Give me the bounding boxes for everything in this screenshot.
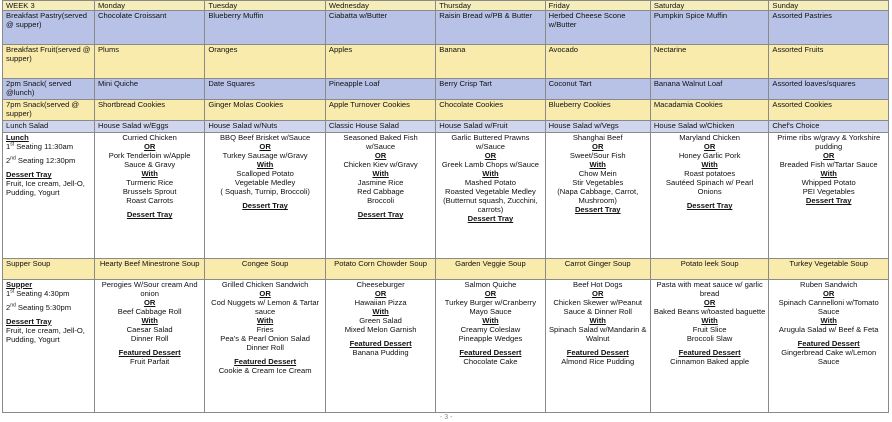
menu-item: Chicken Skewer w/Peanut Sauce & Dinner Roll [553, 297, 643, 316]
menu-item: Shanghai Beef [572, 133, 623, 143]
menu-item: Prime ribs w/gravy & Yorkshire pudding [777, 133, 881, 152]
dessert-heading: Featured Dessert [797, 338, 860, 348]
supper-row [3, 279, 889, 412]
seating-number: 2 [6, 156, 11, 166]
menu-item: Mixed Melon Garnish [344, 324, 417, 334]
supper-soup-item: Potato leek Soup [650, 259, 769, 279]
day-header-monday: Monday [94, 1, 204, 11]
lunch-info-cell [3, 133, 95, 259]
supper-soup-row [3, 259, 889, 279]
supper-info-cell [3, 279, 95, 412]
menu-item: Red Cabbage [357, 187, 405, 197]
breakfast-pastry-item: Blueberry Muffin [205, 11, 326, 45]
snack-2pm-item: Banana Walnut Loaf [650, 78, 769, 100]
menu-item: Almond Rice Pudding [561, 356, 635, 366]
or-divider: OR [703, 142, 716, 152]
menu-item: PEI Vegetables [802, 187, 855, 197]
seating-time: Seating 4:30pm [14, 288, 70, 298]
menu-item: Ruben Sandwich [799, 279, 858, 289]
or-divider: OR [374, 151, 387, 161]
supper-soup-item: Potato Corn Chowder Soup [325, 259, 435, 279]
menu-item: Chocolate Cake [463, 356, 518, 366]
or-divider: OR [143, 297, 156, 307]
with-divider: With [372, 169, 389, 179]
lunch-day-cell [325, 133, 435, 259]
menu-item: Garlic Buttered Prawns w/Sauce [451, 133, 530, 152]
with-divider: With [589, 315, 606, 325]
snack-7pm-row [3, 100, 889, 120]
menu-item: Banana Pudding [352, 347, 409, 357]
seating-time: Seating 12:30pm [15, 156, 76, 166]
supper-seating-2 [6, 303, 91, 312]
menu-item: Sautéed Spinach w/ Pearl Onions [665, 178, 754, 197]
day-header-wednesday: Wednesday [325, 1, 435, 11]
with-divider: With [141, 315, 158, 325]
snack-7pm-item: Macadamia Cookies [650, 100, 769, 120]
supper-soup-item: Garden Veggie Soup [436, 259, 545, 279]
snack-2pm-item: Mini Quiche [94, 78, 204, 100]
or-divider: OR [259, 288, 271, 298]
supper-day-cell [769, 279, 889, 412]
lunch-salad-item: House Salad w/Fruit [436, 120, 545, 132]
or-divider: OR [823, 151, 835, 161]
seating-time: Seating 5:30pm [15, 302, 72, 312]
snack-2pm-item: Assorted loaves/squares [769, 78, 889, 100]
or-divider: OR [592, 288, 604, 298]
supper-day-cell [650, 279, 769, 412]
weekly-menu-table [2, 0, 889, 413]
menu-item: Chicken Kiev w/Gravy [343, 160, 418, 170]
lunch-seating-1 [6, 142, 91, 151]
menu-item: Brussels Sprout [122, 187, 177, 197]
lunch-salad-item: House Salad w/Vegs [545, 120, 650, 132]
lunch-salad-row [3, 120, 889, 132]
menu-item: Arugula Salad w/ Beef & Feta [778, 324, 879, 334]
menu-item: Fruit Parfait [130, 356, 170, 366]
menu-item: Roast potatoes [684, 169, 736, 179]
breakfast-pastry-item: Assorted Pastries [769, 11, 889, 45]
dessert-heading: Dessert Tray [805, 196, 852, 206]
menu-item: Grilled Chicken Sandwich [221, 279, 309, 289]
menu-item: Chow Mein [578, 169, 617, 179]
or-divider: OR [703, 297, 716, 307]
menu-item: Spinach Salad w/Mandarin & Walnut [548, 324, 647, 343]
menu-item: Curried Chicken [122, 133, 177, 143]
menu-item: Broccoli [367, 196, 395, 206]
menu-item: Maryland Chicken [679, 133, 741, 143]
dessert-heading: Dessert Tray [357, 210, 404, 220]
menu-item: (Butternut squash, Zucchini, carrots) [443, 196, 538, 215]
breakfast-fruit-row [3, 45, 889, 79]
seating-suffix: nd [10, 302, 16, 309]
with-divider: With [256, 160, 274, 170]
menu-item: Roasted Vegetable Medley [445, 187, 536, 197]
dessert-heading: Featured Dessert [349, 338, 412, 348]
menu-item: Seasoned Baked Fish w/Sauce [343, 133, 418, 152]
lunch-dessert-items: Fruit, Ice cream, Jell-O, Pudding, Yogurt [6, 179, 85, 198]
snack-2pm-row [3, 78, 889, 100]
menu-item: Whipped Potato [801, 178, 856, 188]
snack-7pm-item: Chocolate Cookies [436, 100, 545, 120]
lunch-salad-item: House Salad w/Eggs [94, 120, 204, 132]
seating-time: Seating 11:30am [14, 142, 74, 152]
with-divider: With [701, 315, 718, 325]
snack-7pm-item: Apple Turnover Cookies [325, 100, 435, 120]
lunch-dessert-title: Dessert Tray [6, 170, 52, 180]
day-header-sunday: Sunday [769, 1, 889, 11]
dessert-heading: Featured Dessert [678, 347, 741, 357]
lunch-day-cell [205, 133, 326, 259]
supper-title: Supper [6, 279, 33, 289]
menu-item: Roast Carrots [126, 196, 174, 206]
supper-soup-label: Supper Soup [3, 259, 95, 279]
page-number: - 3 - [440, 414, 453, 421]
supper-soup-item: Hearty Beef Minestrone Soup [94, 259, 204, 279]
menu-item: ( Squash, Turnip, Broccoli) [220, 187, 310, 197]
menu-item: Turmeric Rice [126, 178, 174, 188]
seating-suffix: st [10, 288, 15, 295]
menu-item: Mashed Potato [464, 178, 516, 188]
menu-item: Broccoli Slaw [686, 333, 733, 343]
snack-7pm-item: Assorted Cookies [769, 100, 889, 120]
lunch-salad-item: House Salad w/Chicken [650, 120, 769, 132]
menu-item: Perogies W/Sour cream And onion [101, 279, 198, 298]
menu-item: Gingerbread Cake w/Lemon Sauce [781, 347, 877, 366]
dessert-heading: Dessert Tray [574, 205, 621, 215]
lunch-day-cell [545, 133, 650, 259]
day-header-saturday: Saturday [650, 1, 769, 11]
seating-number: 1 [6, 142, 11, 152]
breakfast-fruit-item: Oranges [205, 45, 326, 79]
breakfast-fruit-label: Breakfast Fruit(served @ supper) [3, 45, 95, 79]
dessert-heading: Dessert Tray [467, 214, 514, 224]
menu-item: Baked Beans w/toasted baguette [653, 306, 766, 316]
menu-item: Hawaiian Pizza [354, 297, 407, 307]
day-header-thursday: Thursday [436, 1, 545, 11]
snack-2pm-item: Date Squares [205, 78, 326, 100]
or-divider: OR [484, 288, 497, 298]
menu-item: Stir Vegetables [572, 178, 624, 188]
breakfast-fruit-item: Nectarine [650, 45, 769, 79]
menu-item: Pork Tenderloin w/Apple Sauce & Gravy [108, 151, 191, 170]
menu-item: Honey Garlic Pork [678, 151, 741, 161]
breakfast-fruit-item: Avocado [545, 45, 650, 79]
dessert-heading: Featured Dessert [566, 347, 629, 357]
breakfast-fruit-item: Apples [325, 45, 435, 79]
menu-item: BBQ Beef Brisket w/Sauce [219, 133, 311, 143]
menu-item: Turkey Burger w/Cranberry Mayo Sauce [444, 297, 537, 316]
supper-soup-item: Carrot Ginger Soup [545, 259, 650, 279]
supper-day-cell [436, 279, 545, 412]
supper-seating-1 [6, 289, 91, 298]
menu-item: Vegetable Medley [234, 178, 296, 188]
supper-dessert-title: Dessert Tray [6, 316, 52, 326]
snack-7pm-item: Ginger Molas Cookies [205, 100, 326, 120]
menu-item: Greek Lamb Chops w/Sauce [441, 160, 539, 170]
lunch-salad-item: House Salad w/Nuts [205, 120, 326, 132]
menu-item: Green Salad [359, 315, 402, 325]
seating-number: 2 [6, 302, 11, 312]
snack-7pm-item: Blueberry Cookies [545, 100, 650, 120]
or-divider: OR [484, 151, 497, 161]
lunch-salad-item: Chef's Choice [769, 120, 889, 132]
menu-item: Dinner Roll [130, 333, 169, 343]
breakfast-pastry-item: Ciabatta w/Butter [325, 11, 435, 45]
lunch-title: Lunch [6, 133, 29, 143]
menu-item: Turkey Sausage w/Gravy [222, 151, 308, 161]
or-divider: OR [143, 142, 156, 152]
menu-item: Salmon Quiche [464, 279, 517, 289]
with-divider: With [820, 315, 837, 325]
supper-soup-item: Congee Soup [205, 259, 326, 279]
lunch-row [3, 133, 889, 259]
menu-item: Cinnamon Baked apple [670, 356, 750, 366]
snack-2pm-label: 2pm Snack( served @lunch) [3, 78, 95, 100]
lunch-seating-2 [6, 156, 91, 165]
menu-item: Beef Cabbage Roll [117, 306, 182, 316]
header-row [3, 1, 889, 11]
snack-7pm-item: Shortbread Cookies [94, 100, 204, 120]
snack-2pm-item: Pineapple Loaf [325, 78, 435, 100]
dessert-heading: Featured Dessert [118, 347, 181, 357]
or-divider: OR [592, 142, 604, 152]
supper-soup-item: Turkey Vegetable Soup [769, 259, 889, 279]
lunch-day-cell [436, 133, 545, 259]
with-divider: With [372, 306, 389, 316]
with-divider: With [589, 160, 606, 170]
seating-suffix: st [10, 141, 15, 148]
or-divider: OR [259, 142, 271, 152]
menu-item: Fruit Slice [692, 324, 727, 334]
menu-item: Spinach Cannelloni w/Tomato Sauce [778, 297, 879, 316]
menu-item: Creamy Coleslaw [460, 324, 521, 334]
breakfast-pastry-item: Herbed Cheese Scone w/Butter [545, 11, 650, 45]
with-divider: With [701, 160, 718, 170]
menu-item: Pasta with meat sauce w/ garlic bread [656, 279, 763, 298]
menu-item: (Napa Cabbage, Carrot, Mushroom) [557, 187, 639, 206]
dessert-heading: Dessert Tray [686, 201, 733, 211]
menu-item: Cod Nuggets w/ Lemon & Tartar sauce [211, 297, 320, 316]
breakfast-pastry-label: Breakfast Pastry(served @ supper) [3, 11, 95, 45]
menu-item: Jasmine Rice [357, 178, 404, 188]
lunch-day-cell [94, 133, 204, 259]
seating-suffix: nd [10, 155, 16, 162]
or-divider: OR [823, 288, 835, 298]
with-divider: With [256, 315, 274, 325]
menu-item: Caesar Salad [126, 324, 173, 334]
breakfast-pastry-item: Chocolate Croissant [94, 11, 204, 45]
menu-item: Cookie & Cream Ice Cream [218, 365, 312, 375]
dessert-heading: Featured Dessert [459, 347, 522, 357]
menu-item: Dinner Roll [246, 342, 284, 352]
day-header-friday: Friday [545, 1, 650, 11]
dessert-heading: Dessert Tray [242, 201, 288, 211]
menu-item: Pineapple Wedges [458, 333, 523, 343]
snack-7pm-label: 7pm Snack(served @ supper) [3, 100, 95, 120]
snack-2pm-item: Coconut Tart [545, 78, 650, 100]
supper-day-cell [205, 279, 326, 412]
seating-number: 1 [6, 288, 11, 298]
lunch-salad-label: Lunch Salad [3, 120, 95, 132]
menu-item: Sweet/Sour Fish [569, 151, 626, 161]
breakfast-fruit-item: Assorted Fruits [769, 45, 889, 79]
breakfast-pastry-item: Pumpkin Spice Muffin [650, 11, 769, 45]
dessert-heading: Featured Dessert [234, 356, 297, 366]
menu-item: Breaded Fish w/Tartar Sauce [779, 160, 878, 170]
with-divider: With [820, 169, 837, 179]
menu-item: Fries [256, 324, 274, 334]
breakfast-pastry-row [3, 11, 889, 45]
menu-item: Beef Hot Dogs [573, 279, 623, 289]
breakfast-fruit-item: Plums [94, 45, 204, 79]
supper-dessert-items: Fruit, Ice cream, Jell-O, Pudding, Yogurt [6, 325, 85, 344]
supper-day-cell [545, 279, 650, 412]
menu-item: Cheeseburger [356, 279, 405, 289]
or-divider: OR [374, 288, 387, 298]
snack-2pm-item: Berry Crisp Tart [436, 78, 545, 100]
with-divider: With [482, 315, 499, 325]
lunch-day-cell [769, 133, 889, 259]
dessert-heading: Dessert Tray [126, 210, 173, 220]
supper-day-cell [94, 279, 204, 412]
lunch-salad-item: Classic House Salad [325, 120, 435, 132]
breakfast-fruit-item: Banana [436, 45, 545, 79]
breakfast-pastry-item: Raisin Bread w/PB & Butter [436, 11, 545, 45]
supper-day-cell [325, 279, 435, 412]
with-divider: With [141, 169, 158, 179]
lunch-day-cell [650, 133, 769, 259]
day-header-tuesday: Tuesday [205, 1, 326, 11]
menu-item: Scalloped Potato [236, 169, 294, 179]
with-divider: With [482, 169, 499, 179]
menu-item: Pea's & Pearl Onion Salad [220, 333, 310, 343]
week-label: WEEK 3 [3, 1, 95, 11]
